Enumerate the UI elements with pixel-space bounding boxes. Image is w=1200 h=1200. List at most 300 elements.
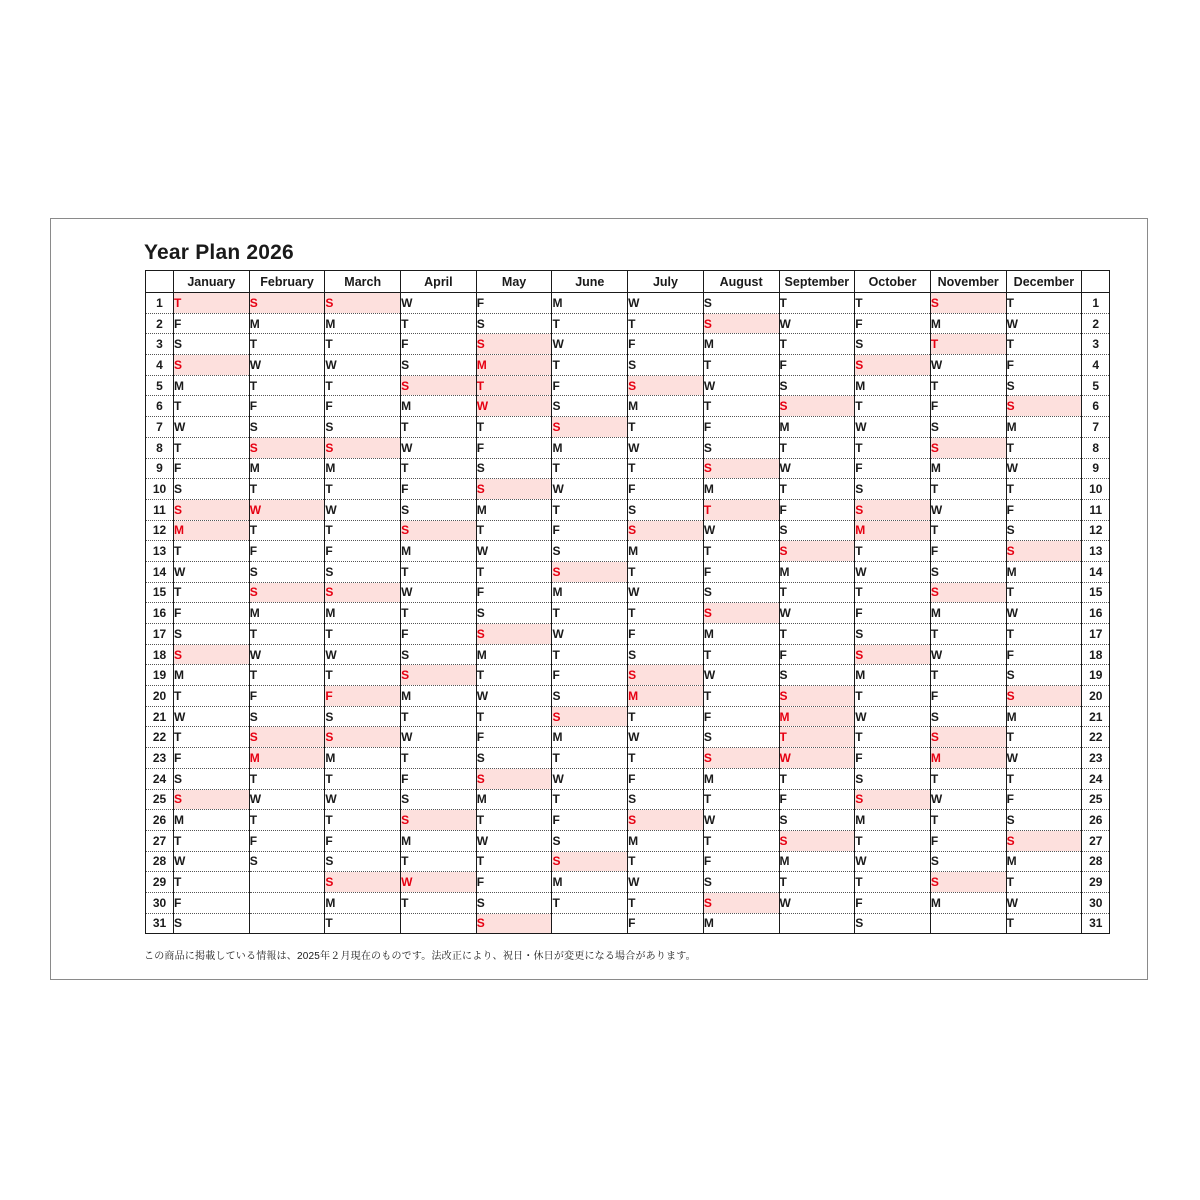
weekday-cell: F — [1006, 355, 1082, 376]
holiday-cell: T — [476, 375, 552, 396]
weekday-cell: S — [249, 706, 325, 727]
weekday-cell: M — [930, 313, 1006, 334]
day-number-right: 15 — [1082, 582, 1110, 603]
holiday-cell: S — [703, 603, 779, 624]
weekday-cell: T — [779, 293, 855, 314]
weekday-cell: T — [401, 851, 477, 872]
weekday-cell: T — [401, 458, 477, 479]
holiday-cell: M — [855, 520, 931, 541]
weekday-cell: S — [855, 913, 931, 934]
weekday-cell: T — [628, 603, 704, 624]
weekday-cell: T — [930, 520, 1006, 541]
holiday-cell: S — [249, 727, 325, 748]
weekday-cell: F — [628, 334, 704, 355]
weekday-cell: W — [703, 810, 779, 831]
weekday-cell: T — [855, 293, 931, 314]
weekday-cell: W — [249, 644, 325, 665]
weekday-cell: T — [325, 768, 401, 789]
holiday-cell: F — [325, 686, 401, 707]
weekday-cell: W — [855, 561, 931, 582]
weekday-cell: W — [930, 789, 1006, 810]
weekday-cell: S — [249, 417, 325, 438]
weekday-cell: T — [325, 334, 401, 355]
weekday-cell: F — [703, 706, 779, 727]
weekday-cell: S — [1006, 375, 1082, 396]
day-number-right: 8 — [1082, 437, 1110, 458]
weekday-cell: T — [628, 561, 704, 582]
holiday-cell: S — [930, 437, 1006, 458]
weekday-cell: F — [930, 830, 1006, 851]
weekday-cell: M — [1006, 417, 1082, 438]
weekday-cell: S — [552, 541, 628, 562]
weekday-cell: T — [174, 437, 250, 458]
weekday-cell: F — [249, 686, 325, 707]
day-number-right: 24 — [1082, 768, 1110, 789]
weekday-cell: W — [174, 561, 250, 582]
weekday-cell: F — [855, 892, 931, 913]
weekday-cell: W — [401, 437, 477, 458]
weekday-cell: T — [249, 810, 325, 831]
weekday-cell: M — [325, 748, 401, 769]
day-row — [146, 293, 1110, 314]
day-row — [146, 810, 1110, 831]
weekday-cell: T — [703, 789, 779, 810]
holiday-cell: S — [855, 644, 931, 665]
weekday-cell: F — [779, 789, 855, 810]
weekday-cell: T — [552, 892, 628, 913]
weekday-cell: W — [855, 706, 931, 727]
day-number-left: 30 — [146, 892, 174, 913]
holiday-cell: S — [703, 313, 779, 334]
weekday-cell: F — [703, 851, 779, 872]
weekday-cell: W — [703, 665, 779, 686]
day-row — [146, 892, 1110, 913]
weekday-cell: T — [930, 810, 1006, 831]
header-corner-right — [1082, 271, 1110, 293]
weekday-cell: M — [325, 458, 401, 479]
weekday-cell: T — [401, 313, 477, 334]
holiday-cell: W — [249, 499, 325, 520]
weekday-cell: S — [855, 624, 931, 645]
day-number-left: 18 — [146, 644, 174, 665]
weekday-cell: M — [703, 624, 779, 645]
day-row — [146, 355, 1110, 376]
weekday-cell: T — [628, 417, 704, 438]
weekday-cell: T — [855, 830, 931, 851]
weekday-cell: T — [855, 686, 931, 707]
year-plan-sheet — [50, 218, 1148, 980]
day-number-left: 7 — [146, 417, 174, 438]
holiday-cell: S — [628, 520, 704, 541]
weekday-cell: F — [628, 479, 704, 500]
holiday-cell: S — [552, 851, 628, 872]
weekday-cell — [552, 913, 628, 934]
weekday-cell: S — [930, 706, 1006, 727]
day-number-right: 28 — [1082, 851, 1110, 872]
weekday-cell: W — [703, 375, 779, 396]
day-number-right: 21 — [1082, 706, 1110, 727]
holiday-cell: S — [476, 479, 552, 500]
weekday-cell: S — [855, 334, 931, 355]
weekday-cell: F — [174, 458, 250, 479]
weekday-cell: W — [930, 644, 1006, 665]
weekday-cell: S — [779, 375, 855, 396]
weekday-cell: T — [476, 417, 552, 438]
day-number-right: 19 — [1082, 665, 1110, 686]
day-row — [146, 727, 1110, 748]
weekday-cell: T — [779, 437, 855, 458]
weekday-cell: F — [930, 686, 1006, 707]
weekday-cell: T — [552, 458, 628, 479]
holiday-cell: S — [476, 768, 552, 789]
holiday-cell: S — [174, 644, 250, 665]
day-number-right: 23 — [1082, 748, 1110, 769]
holiday-cell: S — [325, 582, 401, 603]
holiday-cell: W — [779, 748, 855, 769]
day-number-right: 10 — [1082, 479, 1110, 500]
weekday-cell: T — [1006, 479, 1082, 500]
weekday-cell: M — [779, 561, 855, 582]
day-number-left: 15 — [146, 582, 174, 603]
weekday-cell: S — [930, 561, 1006, 582]
day-row — [146, 872, 1110, 893]
weekday-cell — [249, 913, 325, 934]
holiday-cell: T — [779, 727, 855, 748]
weekday-cell: T — [249, 665, 325, 686]
day-number-left: 31 — [146, 913, 174, 934]
holiday-cell: S — [174, 499, 250, 520]
weekday-cell: W — [401, 293, 477, 314]
weekday-cell: S — [249, 851, 325, 872]
header-row — [146, 271, 1110, 293]
weekday-cell: T — [855, 396, 931, 417]
holiday-cell: S — [552, 417, 628, 438]
holiday-cell: S — [703, 458, 779, 479]
weekday-cell: T — [249, 479, 325, 500]
weekday-cell: F — [476, 582, 552, 603]
day-number-left: 24 — [146, 768, 174, 789]
weekday-cell: T — [855, 727, 931, 748]
weekday-cell: T — [1006, 293, 1082, 314]
weekday-cell: M — [325, 313, 401, 334]
holiday-cell: W — [476, 396, 552, 417]
day-number-left: 17 — [146, 624, 174, 645]
weekday-cell: T — [174, 582, 250, 603]
day-number-left: 13 — [146, 541, 174, 562]
day-row — [146, 851, 1110, 872]
month-header-september: September — [779, 271, 855, 293]
weekday-cell: T — [552, 789, 628, 810]
holiday-cell: S — [552, 706, 628, 727]
holiday-cell: M — [930, 748, 1006, 769]
weekday-cell: M — [703, 479, 779, 500]
weekday-cell: F — [401, 334, 477, 355]
weekday-cell: W — [1006, 313, 1082, 334]
month-header-june: June — [552, 271, 628, 293]
weekday-cell: T — [855, 582, 931, 603]
day-number-right: 1 — [1082, 293, 1110, 314]
weekday-cell: T — [325, 520, 401, 541]
holiday-cell: S — [325, 437, 401, 458]
calendar-body — [146, 293, 1110, 934]
month-header-may: May — [476, 271, 552, 293]
weekday-cell — [930, 913, 1006, 934]
weekday-cell: T — [855, 541, 931, 562]
weekday-cell: F — [249, 541, 325, 562]
weekday-cell: M — [401, 830, 477, 851]
weekday-cell: W — [174, 706, 250, 727]
weekday-cell: T — [325, 665, 401, 686]
day-number-left: 21 — [146, 706, 174, 727]
holiday-cell: T — [930, 334, 1006, 355]
day-number-right: 4 — [1082, 355, 1110, 376]
weekday-cell: W — [1006, 603, 1082, 624]
weekday-cell: F — [552, 520, 628, 541]
weekday-cell: T — [1006, 768, 1082, 789]
day-row — [146, 458, 1110, 479]
weekday-cell: F — [703, 561, 779, 582]
weekday-cell: F — [325, 396, 401, 417]
weekday-cell: F — [930, 541, 1006, 562]
weekday-cell: W — [703, 520, 779, 541]
weekday-cell: T — [855, 872, 931, 893]
holiday-cell: S — [779, 396, 855, 417]
weekday-cell: T — [552, 603, 628, 624]
weekday-cell: M — [249, 313, 325, 334]
weekday-cell: F — [628, 768, 704, 789]
weekday-cell: T — [325, 810, 401, 831]
weekday-cell: W — [476, 686, 552, 707]
weekday-cell: F — [1006, 499, 1082, 520]
weekday-cell: M — [552, 293, 628, 314]
weekday-cell — [249, 872, 325, 893]
weekday-cell: T — [779, 624, 855, 645]
day-number-left: 4 — [146, 355, 174, 376]
holiday-cell: S — [628, 810, 704, 831]
weekday-cell: M — [779, 417, 855, 438]
weekday-cell: T — [476, 706, 552, 727]
weekday-cell: T — [930, 479, 1006, 500]
weekday-cell: S — [703, 293, 779, 314]
day-number-left: 14 — [146, 561, 174, 582]
weekday-cell: T — [628, 706, 704, 727]
weekday-cell: S — [628, 644, 704, 665]
weekday-cell: F — [628, 913, 704, 934]
day-row — [146, 644, 1110, 665]
weekday-cell: T — [930, 375, 1006, 396]
weekday-cell: W — [779, 603, 855, 624]
weekday-cell: M — [628, 541, 704, 562]
day-row — [146, 789, 1110, 810]
day-number-left: 3 — [146, 334, 174, 355]
day-row — [146, 334, 1110, 355]
holiday-cell: S — [325, 293, 401, 314]
weekday-cell: F — [249, 396, 325, 417]
day-number-left: 22 — [146, 727, 174, 748]
weekday-cell: T — [249, 624, 325, 645]
day-number-left: 25 — [146, 789, 174, 810]
weekday-cell: T — [703, 686, 779, 707]
weekday-cell: T — [476, 665, 552, 686]
weekday-cell: T — [552, 499, 628, 520]
weekday-cell: F — [476, 727, 552, 748]
weekday-cell: M — [476, 499, 552, 520]
weekday-cell: W — [249, 789, 325, 810]
weekday-cell: T — [174, 541, 250, 562]
weekday-cell: F — [325, 830, 401, 851]
weekday-cell: W — [930, 355, 1006, 376]
weekday-cell: T — [476, 520, 552, 541]
day-row — [146, 541, 1110, 562]
day-number-left: 10 — [146, 479, 174, 500]
weekday-cell: W — [476, 830, 552, 851]
holiday-cell: S — [779, 830, 855, 851]
weekday-cell: F — [249, 830, 325, 851]
weekday-cell: T — [703, 830, 779, 851]
holiday-cell: S — [930, 872, 1006, 893]
weekday-cell: T — [779, 582, 855, 603]
weekday-cell: M — [628, 830, 704, 851]
day-number-right: 29 — [1082, 872, 1110, 893]
day-row — [146, 417, 1110, 438]
weekday-cell: W — [476, 541, 552, 562]
header-corner-left — [146, 271, 174, 293]
weekday-cell: T — [401, 603, 477, 624]
holiday-cell: S — [628, 375, 704, 396]
weekday-cell: M — [401, 396, 477, 417]
holiday-cell: S — [249, 293, 325, 314]
weekday-cell: F — [779, 499, 855, 520]
day-number-right: 13 — [1082, 541, 1110, 562]
holiday-cell: S — [401, 375, 477, 396]
weekday-cell: T — [552, 644, 628, 665]
weekday-cell: T — [325, 624, 401, 645]
month-header-december: December — [1006, 271, 1082, 293]
day-number-left: 23 — [146, 748, 174, 769]
weekday-cell: S — [703, 872, 779, 893]
holiday-cell: S — [855, 789, 931, 810]
weekday-cell: M — [552, 582, 628, 603]
day-row — [146, 748, 1110, 769]
weekday-cell: S — [930, 851, 1006, 872]
weekday-cell: S — [552, 396, 628, 417]
weekday-cell: S — [628, 789, 704, 810]
weekday-cell: F — [476, 437, 552, 458]
holiday-cell: W — [401, 872, 477, 893]
weekday-cell: M — [855, 375, 931, 396]
weekday-cell: T — [552, 313, 628, 334]
day-number-left: 26 — [146, 810, 174, 831]
weekday-cell: M — [703, 768, 779, 789]
weekday-cell: S — [476, 603, 552, 624]
weekday-cell: W — [1006, 748, 1082, 769]
weekday-cell: T — [1006, 334, 1082, 355]
day-number-left: 27 — [146, 830, 174, 851]
weekday-cell: F — [552, 665, 628, 686]
weekday-cell: T — [476, 810, 552, 831]
weekday-cell: S — [855, 479, 931, 500]
day-number-left: 19 — [146, 665, 174, 686]
weekday-cell: S — [476, 748, 552, 769]
day-row — [146, 686, 1110, 707]
day-number-right: 9 — [1082, 458, 1110, 479]
weekday-cell: F — [174, 748, 250, 769]
month-header-november: November — [930, 271, 1006, 293]
day-row — [146, 396, 1110, 417]
weekday-cell: M — [552, 727, 628, 748]
weekday-cell: W — [325, 789, 401, 810]
holiday-cell: S — [325, 727, 401, 748]
weekday-cell: W — [779, 892, 855, 913]
weekday-cell: F — [552, 375, 628, 396]
weekday-cell — [779, 913, 855, 934]
weekday-cell: W — [628, 727, 704, 748]
weekday-cell: S — [552, 830, 628, 851]
weekday-cell: M — [325, 892, 401, 913]
weekday-cell: M — [930, 458, 1006, 479]
weekday-cell: S — [325, 706, 401, 727]
month-header-october: October — [855, 271, 931, 293]
weekday-cell: S — [325, 417, 401, 438]
day-number-right: 20 — [1082, 686, 1110, 707]
weekday-cell: M — [703, 913, 779, 934]
day-row — [146, 561, 1110, 582]
weekday-cell: M — [401, 541, 477, 562]
weekday-cell: F — [476, 872, 552, 893]
weekday-cell: T — [779, 768, 855, 789]
holiday-cell: S — [930, 727, 1006, 748]
day-number-left: 2 — [146, 313, 174, 334]
weekday-cell: W — [1006, 458, 1082, 479]
weekday-cell: T — [930, 624, 1006, 645]
weekday-cell: M — [628, 396, 704, 417]
day-row — [146, 520, 1110, 541]
weekday-cell: M — [1006, 706, 1082, 727]
weekday-cell: S — [930, 417, 1006, 438]
weekday-cell: T — [174, 872, 250, 893]
day-row — [146, 437, 1110, 458]
weekday-cell: F — [325, 541, 401, 562]
weekday-cell: S — [174, 913, 250, 934]
weekday-cell: S — [401, 789, 477, 810]
weekday-cell: T — [174, 830, 250, 851]
weekday-cell: T — [703, 355, 779, 376]
day-number-left: 12 — [146, 520, 174, 541]
weekday-cell: S — [552, 686, 628, 707]
weekday-cell: S — [703, 727, 779, 748]
holiday-cell: S — [476, 624, 552, 645]
day-row — [146, 624, 1110, 645]
weekday-cell: W — [628, 872, 704, 893]
weekday-cell: F — [552, 810, 628, 831]
weekday-cell: T — [401, 561, 477, 582]
weekday-cell: S — [1006, 520, 1082, 541]
month-header-march: March — [325, 271, 401, 293]
weekday-cell: W — [552, 479, 628, 500]
holiday-cell: T — [703, 499, 779, 520]
footnote: この商品に掲載している情報は、2025年２月現在のものです。法改正により、祝日・休日が変更になる場合があります。 — [144, 951, 696, 962]
weekday-cell: M — [249, 458, 325, 479]
weekday-cell: T — [703, 396, 779, 417]
weekday-cell: T — [779, 479, 855, 500]
day-number-right: 31 — [1082, 913, 1110, 934]
weekday-cell: W — [401, 727, 477, 748]
weekday-cell: T — [930, 665, 1006, 686]
weekday-cell: T — [401, 892, 477, 913]
weekday-cell: F — [855, 313, 931, 334]
day-number-left: 9 — [146, 458, 174, 479]
weekday-cell: M — [174, 665, 250, 686]
